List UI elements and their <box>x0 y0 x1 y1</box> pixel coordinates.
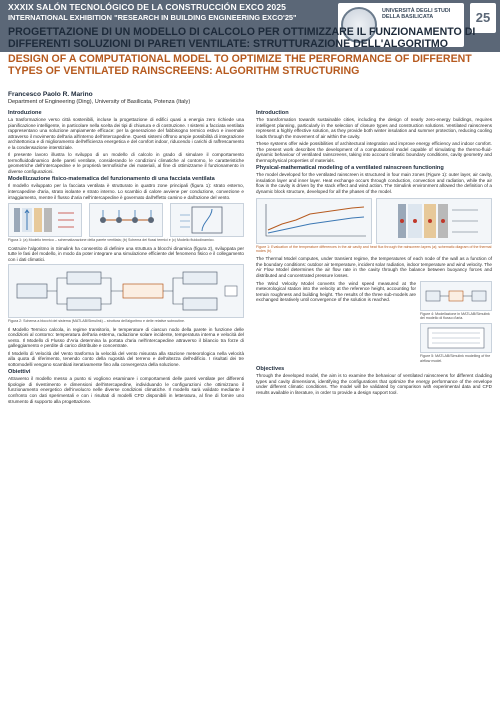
paragraph: The Thermal Model computes, under transient regime, the temperatures of each node of the wall as a function of the boundary conditions: outdoor air temperature, incident solar radiation, indoor temperature and wind velocity. The Air Flow Model determines the air flow rate in the cavity through the balance between buoyancy forces and distributed and concentrated pressure losses. <box>256 256 492 279</box>
paragraph: Il Modello di Velocità del Vento trasforma la velocità del vento misurata alla stazione meteorologica nella velocità alla quota di riferimento, tenendo conto della rugosità del terreno e dell'altezza dell'edificio. I risultati dei tre sottomodelli vengono scambiati iterativamente fino alla convergenza della soluzione. <box>8 350 244 367</box>
figure-5-caption: Figure 5: MATLAB/Simulink modelling of the airflow model. <box>420 354 491 363</box>
conference-subtitle: INTERNATIONAL EXHIBITION "RESEARCH IN BUILDING ENGINEERING EXCO'25" <box>8 13 297 22</box>
paragraph: Il Modello Termico calcola, in regime transitorio, le temperature di ciascun nodo della parete in funzione delle condizioni al contorno: temperatura dell'aria esterna, radiazione solare incidente, temperatura interna e velocità del vento. Il Modello di Flusso d'Aria determina la portata d'aria nell'intercapedine attraverso il bilancio tra forze di galleggiamento e perdite di carico distribuite e concentrate. <box>8 326 244 349</box>
figure-4-simulink <box>420 281 492 311</box>
figure-3b-diagram <box>376 198 492 244</box>
section-title-modellizzazione: Modellizzazione fisico-matematica del funzionamento di una facciata ventilata <box>8 176 215 183</box>
section-title-obiettivi: Obiettivi <box>8 369 31 376</box>
author-affiliation: Department of Engineering (Ding), University of Basilicata, Potenza (Italy) <box>8 99 191 105</box>
section-title-objectives: Objectives <box>256 366 285 373</box>
figure-5-simulink <box>420 323 492 353</box>
title-italian: PROGETTAZIONE DI UN MODELLO DI CALCOLO PER OTTIMIZZARE IL FUNZIONAMENTO DI DIFFERENTI SOLUZIONI DI PARETI VENTILATE: STRUTTURAZIONE DELL'ALGORITMO <box>8 26 476 51</box>
right-column <box>256 110 492 397</box>
paragraph: Costruire l'algoritmo in Simulink ha consentito di definire una struttura a blocchi dinamica (figura 2), sviluppata per tutte le fasi del modello, in modo da poter integrare una simulazione efficiente del fenomeno fisico e il collegamento con i dati climatici. <box>8 245 244 262</box>
paragraph: La trasformazione verso città sostenibili, incluse la progettazione di edifici quasi a energia zero richiede una pianificazione intelligente, in particolare nella scelta dei tipi di chiusura e di costruzione. I sistemi a facciata ventilata rappresentano una soluzione ampiamente efficace: per la generazione del fabbisogno termico estivo e invernale attraverso il movimento dell'aria all'interno dell'intercapedine. Questi sistemi offrono ampie possibilità di integrazione architettonica e di miglioramento dell'efficienza energetica e del comfort indoor, riducendo i carichi di raffrescamento e la condensazione interstiziale. <box>8 117 244 150</box>
conference-title: XXXIX SALÓN TECNOLÓGICO DE LA CONSTRUCCIÓN EXCO 2025 <box>8 2 287 12</box>
figure-4-5-block <box>256 281 492 367</box>
paragraph: Il presente lavoro illustra lo sviluppo di un modello di calcolo in grado di simulare il comportamento termofluidodinamico delle pareti ventilate, considerando le condizioni climatiche al contorno, le caratteristiche geometriche dell'intercapedine e le proprietà termofisiche dei materiali, al fine di ottimizzarne il funzionamento in diverse configurazioni. <box>8 152 244 174</box>
left-column <box>8 110 244 406</box>
figure-1a <box>8 203 82 237</box>
paragraph: Il modello sviluppato per la facciata ventilata è strutturato in quattro zone principali (figura 1): strato esterno, intercapedine d'aria, strato isolante e strato interno. Lo scambio di calore avviene per conduzione, convezione e irraggiamento, mentre il flusso d'aria nell'intercapedine è governato dall'effetto camino e dall'azione del vento. <box>8 183 244 200</box>
figure-4-caption: Figure 4: Modellazione in MATLAB/Simulink del modello di flusso d'aria. <box>420 311 490 320</box>
section-title-physical-modeling: Physical-mathematical modeling of a ventilated rainscreen functioning <box>256 165 444 172</box>
section-title-introduction: Introduction <box>256 110 289 116</box>
paragraph: The transformation towards sustainable cities, including the design of nearly zero-energy buildings, requires intelligent planning, particularly in the selection of closure types and construction solutions. Ventilated rainscreens represent a highly effective solution, as they provide both winter insulation and summer protection, reducing cooling loads through the movement of air within the cavity. <box>256 117 492 139</box>
paragraph: The Wind Velocity Model converts the wind speed measured at the meteorological station into the velocity at the reference height, accounting for terrain roughness and building height. The results of the three sub-models are exchanged iteratively until convergence of the solution is reached. <box>256 280 416 303</box>
figure-2-block-diagram <box>8 264 244 318</box>
figure-2-caption: Figura 2: Schema a blocchi del sistema (MATLAB/Simulink) – struttura dell'algoritmo e delle relative subroutine. <box>8 319 185 324</box>
figure-3-row <box>256 198 492 244</box>
paragraph: Attraverso il modello messo a punto si vogliono esaminare i comportamenti delle pareti ventilate per differenti tipologie di rivestimento e dimensioni dell'intercapedine, individuando le configurazioni che ottimizzano il funzionamento energetico dell'involucro nelle diverse condizioni climatiche. Il modello sarà validato mediante il confronto con dati sperimentali e con i risultati di modelli CFD disponibili in letteratura, al fine di fornire uno strumento di supporto alla progettazione. <box>8 376 244 404</box>
title-english: DESIGN OF A COMPUTATIONAL MODEL TO OPTIMIZE THE PERFORMANCE OF DIFFERENT TYPES OF VENTILATED RAINSCREENS: ALGORITHM STRUCTURING <box>8 53 472 78</box>
university-logo-text: UNIVERSITÀ DEGLI STUDI DELLA BASILICATA <box>382 8 451 21</box>
paragraph: The model developed for the ventilated rainscreen is structured in four main zones (Figure 1): outer layer, air cavity, insulation layer and inner layer. Heat exchange occurs through conduction, convection and radiation, while the air flow in the cavity is driven by the stack effect and wind action. The Simulink environment allowed the definition of a dynamic block structure, developed for all the phases of the model. <box>256 172 492 195</box>
exco-25-badge: 25 <box>470 3 496 33</box>
paragraph: These systems offer wide possibilities of architectural integration and improve energy efficiency and indoor comfort. The present work describes the development of a computational model capable of simulating the thermo-fluid-dynamic behaviour of ventilated rainscreens, taking into account climatic boundary conditions, cavity geometry and thermophysical properties of materials. <box>256 141 492 163</box>
author-name: Francesco Paolo R. Marino <box>8 91 93 98</box>
figure-1-row <box>8 203 244 237</box>
figure-4-5-images <box>420 281 492 367</box>
figure-1b <box>89 203 163 237</box>
figure-3-caption: Figure 1: Evaluation of the temperature differences in the air cavity and heat flux through the rainscreen layers (a); schematic diagram of the thermal nodes (b). <box>256 244 492 253</box>
paragraph: Through the developed model, the aim is to examine the behaviour of ventilated rainscreens for different cladding types and cavity dimensions, identifying the configurations that optimize the energy performance of the envelope under different climatic conditions. The model will be validated by comparison with experimental data and CFD results available in literature, in order to provide a design support tool. <box>256 373 492 395</box>
figure-1c <box>170 203 244 237</box>
figure-4-5-text <box>256 281 416 367</box>
figure-1-caption: Figura 1: (a) Modello termico – schematizzazione della parete ventilata; (b) Schema dei flussi termici e (c) Modello fluidodinamico. <box>8 238 215 243</box>
section-title-introduzione: Introduzione <box>8 110 42 116</box>
figure-3a-chart <box>256 198 372 244</box>
